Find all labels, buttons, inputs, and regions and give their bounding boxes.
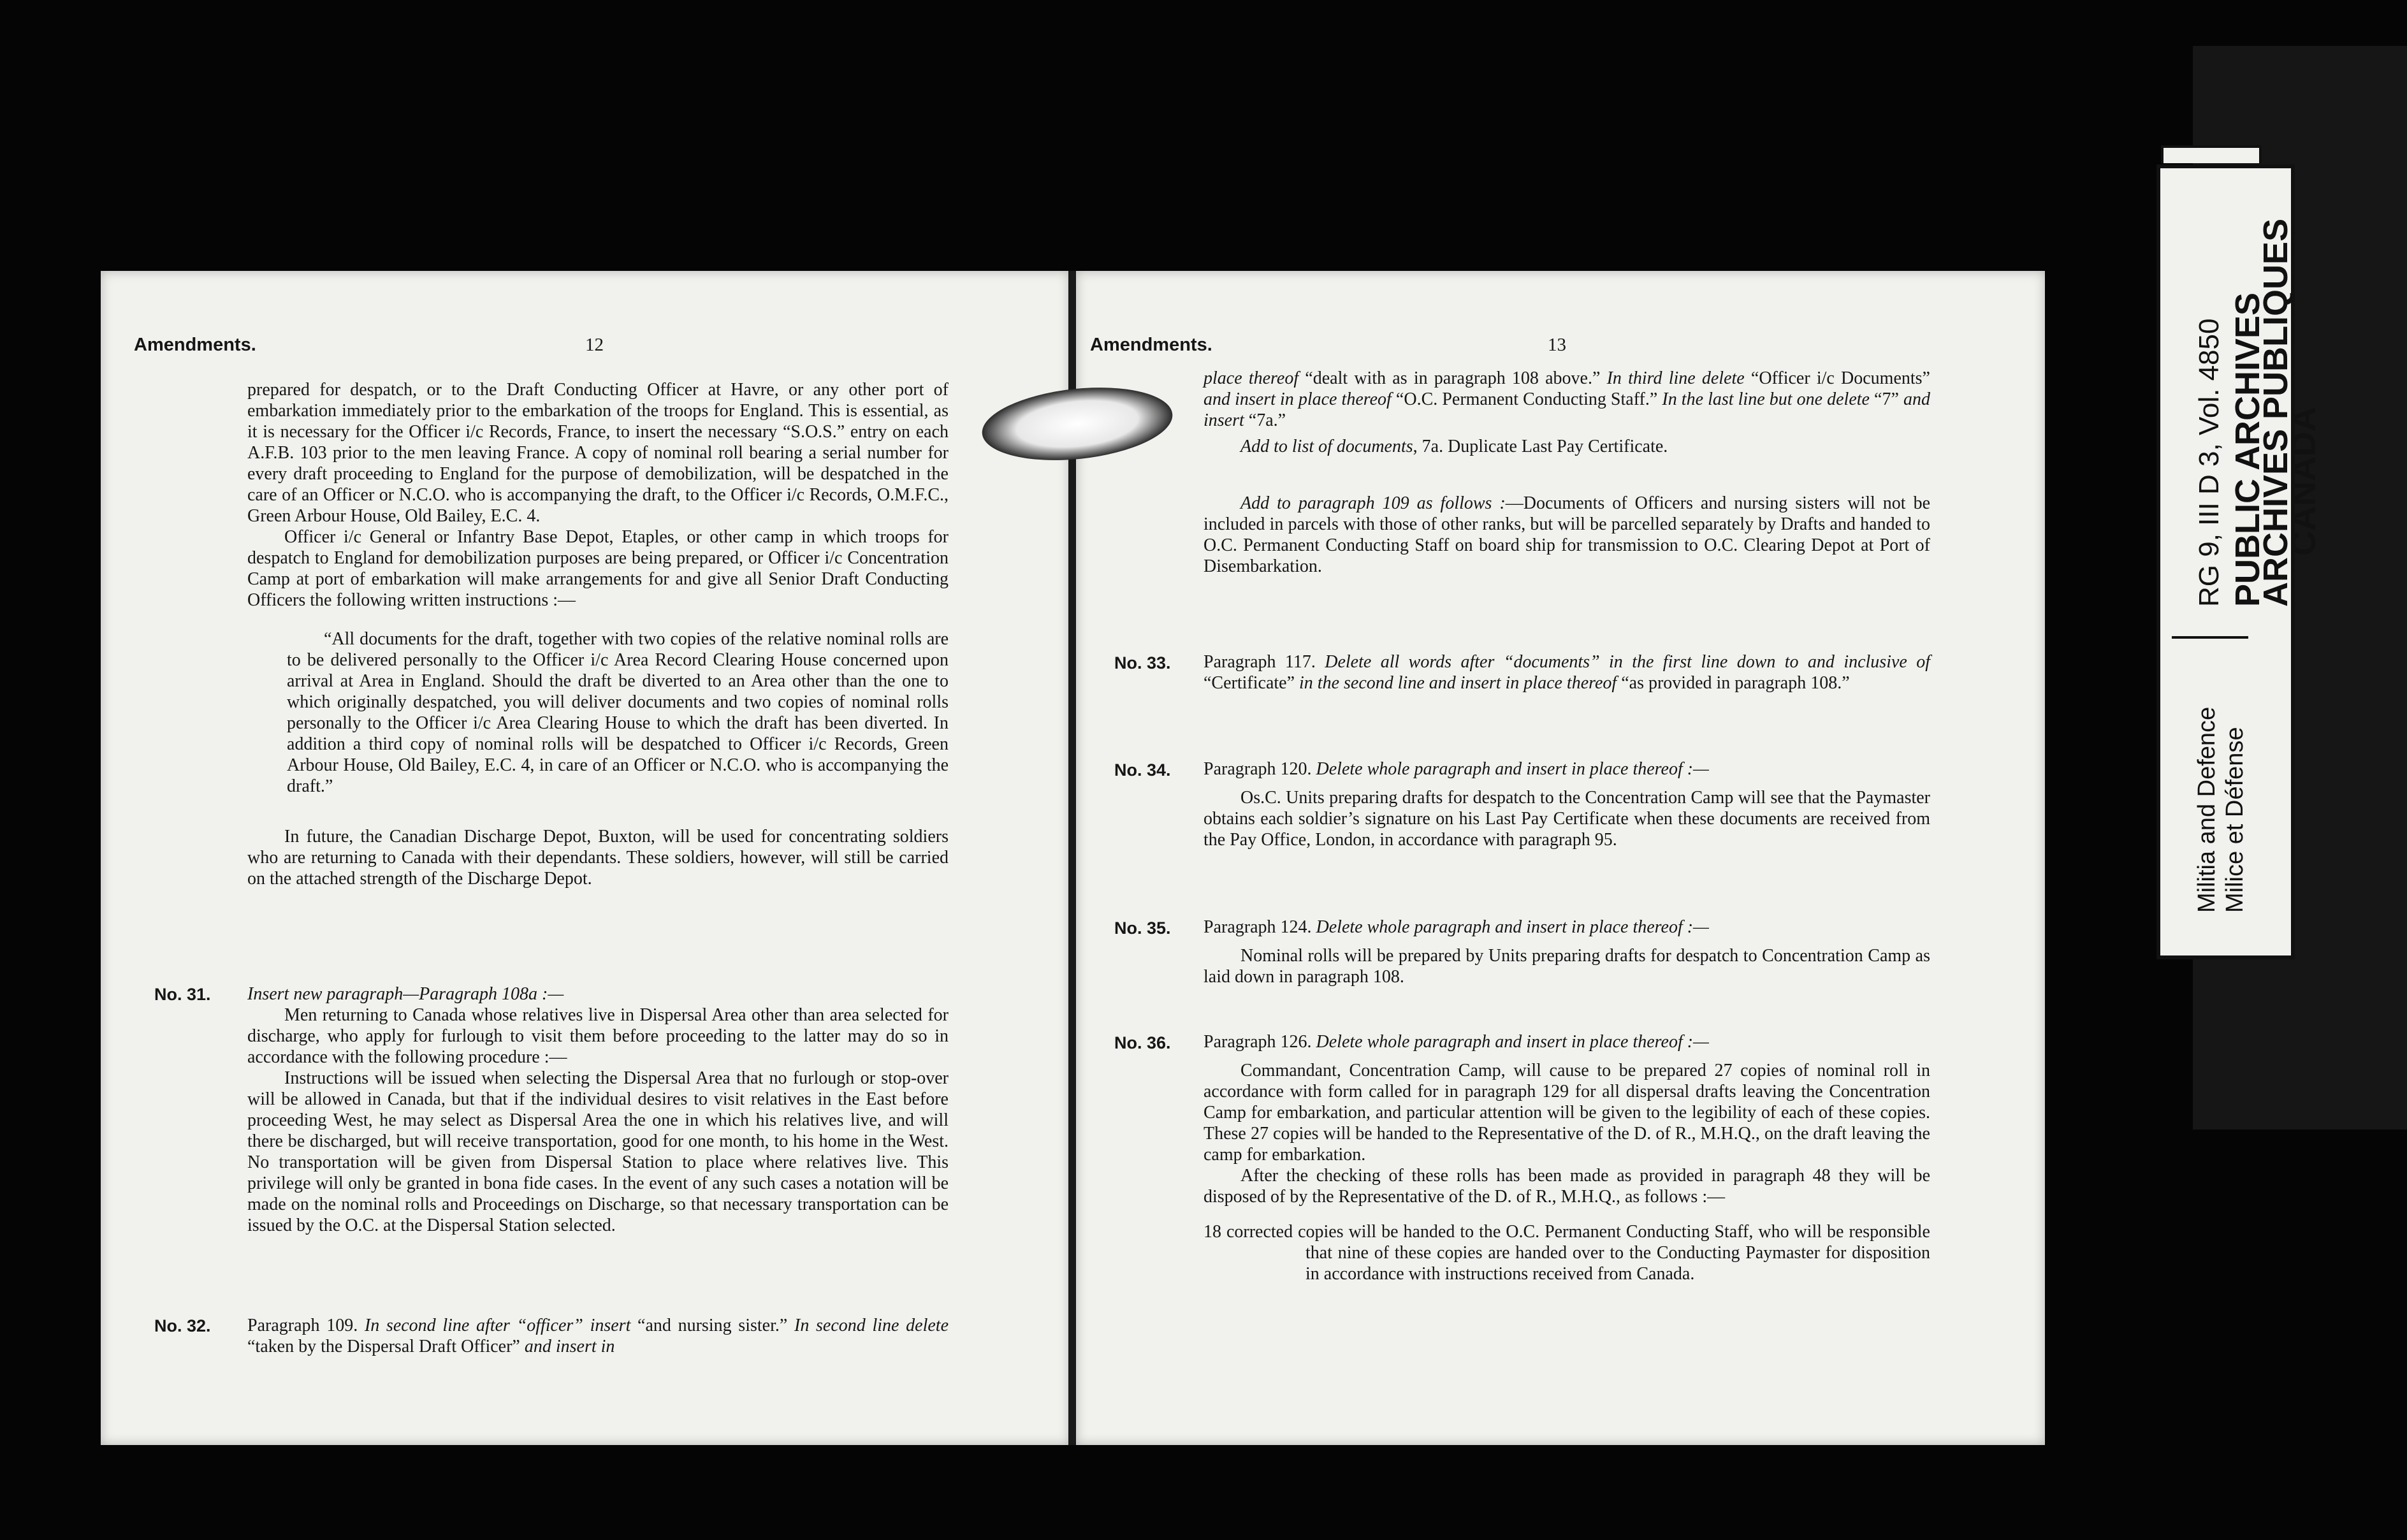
department-name: Militia and Defence [2193,706,2220,913]
amendment-34: Paragraph 120. Delete whole paragraph and insert in place thereof :— Os.C. Units preparing drafts for despatch to the Concentration Camp will see that the Paymaster obtains each soldier’s signature on his Last Pay Certificate when these documents are received from the Pay Office, London, in accordance with paragraph 95. [1204,759,1930,850]
archive-country: CANADA [2284,406,2323,556]
quoted-instructions: “All documents for the draft, together with two copies of the relative nominal rolls are to be delivered personally to the Officer i/c Area Record Clearing House concerned upon arrival at Area in England. Should the draft be diverted to an Area other than the one to which originally despatched, you will deliver documents and two copies of nominal rolls personally to the Officer i/c Area Clearing House to which the draft has been diverted. In addition a third copy of nominal rolls will be despatched to Officer i/c Records, Green Arbour House, Old Bailey, E.C. 4, in care of an Officer or N.C.O. who is accompanying the draft.” [287,629,949,796]
amendment-number: No. 32. [154,1316,211,1335]
page-header: Amendments. [134,335,256,355]
amendment-31 [247,984,949,1236]
amendment-number: No. 35. [1114,919,1171,938]
paragraph: Instructions will be issued when selecting the Dispersal Area that no furlough or stop-over will be allowed in Canada, but that if the individual desires to visit relatives in the East before proceeding West, he may select as Dispersal Area the one in which his relatives live, and will there be discharged, but will receive transportation, good for one month, to his home in the West. No transportation will be given from Dispersal Station to place where relatives live. This privilege will only be granted in bona fide cases. In the event of any such cases a notation will be made on the nominal rolls and Proceedings on Discharge, so that necessary transportation can be issued by the O.C. at the Dispersal Station selected. [247,1068,949,1235]
paragraph: Men returning to Canada whose relatives live in Dispersal Area other than area selected for discharge, who apply for furlough to visit them before proceeding to the latter may do so in accordance with the following procedure :— [247,1005,949,1067]
paragraph: Officer i/c General or Infantry Base Depot, Etaples, or other camp in which troops for despatch to England for demobilization purposes are being prepared, or Officer i/c Concentration Camp at port of embarkation will make arrangements for and give all Senior Draft Conducting Officers the following written instructions :— [247,527,949,610]
paragraph: After the checking of these rolls has been made as provided in paragraph 48 they will be disposed of by the Representative of the D. of R., M.H.Q., as follows :— [1204,1166,1930,1207]
amendment-number: No. 34. [1114,760,1171,780]
body-text [247,379,949,889]
paragraph: prepared for despatch, or to the Draft Conducting Officer at Havre, or any other port of embarkation immediately prior to the embarkation of the troops for England. This is essential, as it is necessary for the Officer i/c Records, France, to insert the necessary “S.O.S.” entry on each A.F.B. 103 prior to the men leaving France. A copy of nominal roll bearing a serial number for every draft proceeding to England for the purpose of demobilization, will be despatched in the care of an Officer or N.C.O. who is accompanying the draft, to the Officer i/c Records, O.M.F.C., Green Arbour House, Old Bailey, E.C. 4. [247,380,949,526]
amendment-heading: Insert new paragraph—Paragraph 108a :— [247,984,564,1004]
page-header: Amendments. [1090,335,1212,355]
continued-text: place thereof “dealt with as in paragraph 108 above.” In third line delete “Officer i/c Documents” and insert in place thereof “O.C. Permanent Conducting Staff.” In the last line but one delete “7” and insert “7a.” Add to list of documents, 7a. Duplicate Last Pay Certificate. Add to paragraph 109 as follows :—Documents of Officers and nursing sisters will not be included in parcels with those of other ranks, but will be parcelled separately by Drafts and handed to O.C. Permanent Conducting Staff on board ship for transmission to O.C. Clearing Depot at Port of Disembarkation. [1204,368,1931,576]
archive-label [2156,164,2323,959]
department-name: Milice et Défense [2221,727,2248,913]
amendment-number: No. 36. [1114,1033,1171,1052]
left-page [101,271,1070,1445]
amendment-35: Paragraph 124. Delete whole paragraph and insert in place thereof :— Nominal rolls will be prepared by Units preparing drafts for despatch to Concentration Camp as laid down in paragraph 108. [1204,917,1930,987]
label-divider [2172,636,2248,639]
amendment-number: No. 33. [1114,653,1171,672]
label-tab [2161,145,2262,163]
right-page [1076,271,2045,1445]
page-number: 12 [585,335,604,355]
amendment-32: Paragraph 109. In second line after “officer” insert “and nursing sister.” In second line delete “taken by the Dispersal Draft Officer” and insert in [247,1316,949,1356]
paragraph: Commandant, Concentration Camp, will cause to be prepared 27 copies of nominal roll in accordance with form called for in paragraph 129 for all dispersal drafts leaving the Concentration Camp for embarkation, and particular attention will be given to the legibility of each of these copies. These 27 copies will be handed to the Representative of the D. of R., M.H.Q., on the draft leaving the camp for embarkation. [1204,1061,1930,1165]
paragraph: In future, the Canadian Discharge Depot, Buxton, will be used for concentrating soldiers who are returning to Canada with their dependants. These soldiers, however, will still be carried on the attached strength of the Discharge Depot. [247,827,949,889]
amendment-number: No. 31. [154,985,211,1004]
page-number: 13 [1548,335,1566,355]
paragraph: Os.C. Units preparing drafts for despatch to the Concentration Camp will see that the Paymaster obtains each soldier’s signature on his Last Pay Certificate when these documents are received from the Pay Office, London, in accordance with paragraph 95. [1204,788,1930,850]
archive-name: PUBLIC ARCHIVES [2228,292,2267,607]
amendment-36: Paragraph 126. Delete whole paragraph and insert in place thereof :— Commandant, Concentration Camp, will cause to be prepared 27 copies of nominal roll in accordance with form called for in paragraph 129 for all dispersal drafts leaving the Concentration Camp for embarkation, and particular attention will be given to the legibility of each of these copies. These 27 copies will be handed to the Representative of the D. of R., M.H.Q., on the draft leaving the camp for embarkation. After the checking of these rolls has been made as provided in paragraph 48 they will be disposed of by the Representative of the D. of R., M.H.Q., as follows :— 18 corrected copies will be handed to the O.C. Permanent Conducting Staff, who will be responsible that nine of these copies are handed over to the Conducting Paymaster for disposition in accordance with instructions received from Canada. [1204,1032,1930,1284]
paragraph: Nominal rolls will be prepared by Units preparing drafts for despatch to Concentration Camp as laid down in paragraph 108. [1204,946,1930,987]
paragraph: 18 corrected copies will be handed to the O.C. Permanent Conducting Staff, who will be responsible that nine of these copies are handed over to the Conducting Paymaster for disposition in accordance with instructions received from Canada. [1204,1222,1930,1284]
archive-reference: RG 9, III D 3, Vol. 4850 [2193,318,2225,607]
amendment-33: Paragraph 117. Delete all words after “documents” in the first line down to and inclusive of “Certificate” in the second line and insert in place thereof “as provided in paragraph 108.” [1204,652,1931,693]
archive-name: ARCHIVES PUBLIQUES [2256,218,2295,607]
